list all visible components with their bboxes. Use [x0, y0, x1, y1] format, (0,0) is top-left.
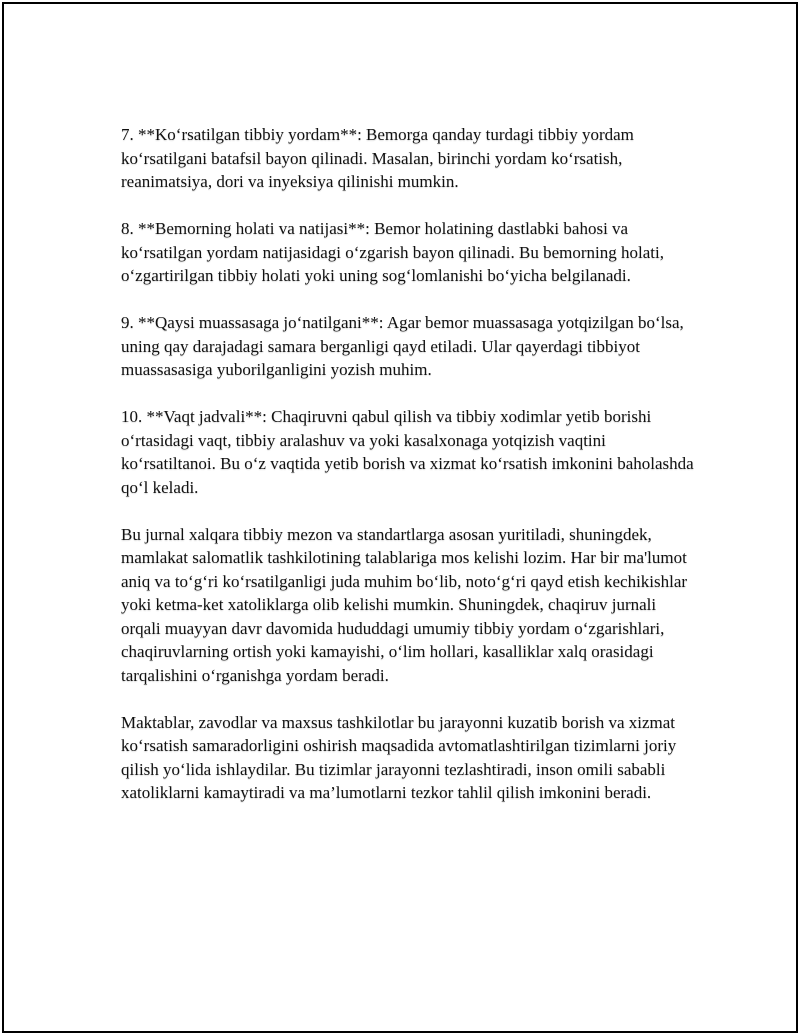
paragraph-referred-institution: 9. **Qaysi muassasaga jo‘natilgani**: Agar bemor muassasaga yotqizilgan bo‘lsa, uning qay darajadagi samara berganligi qayd etiladi. Ular qayerdagi tibbiyot muassasasiga yuborilganligini yozish muhim.: [121, 313, 684, 379]
paragraph-automation-systems: Maktablar, zavodlar va maxsus tashkilotlar bu jarayonni kuzatib borish va xizmat ko‘rsatish samaradorligini oshirish maqsadida avtomatlashtirilgan tizimlarni joriy qilish yo‘lida ishlaydilar. Bu tizimlar jarayonni tezlashtiradi, inson omili sababli xatoliklarni kamaytiradi va ma’lumotlarni tezkor tahlil qilish imkonini beradi.: [121, 712, 677, 802]
paragraph-patient-condition: 8. **Bemorning holati va natijasi**: Bemor holatining dastlabki bahosi va ko‘rsatilgan yordam natijasidagi o‘zgarish bayon qilinadi. Bu bemorning holati, o‘zgartirilgan tibbiy holati yoki uning sog‘lomlanishi bo‘yicha belgilanadi.: [121, 219, 664, 285]
paragraph-time-schedule: 10. **Vaqt jadvali**: Chaqiruvni qabul qilish va tibbiy xodimlar yetib borishi o‘rtasidagi vaqt, tibbiy aralashuv va yoki kasalxonaga yotqizish vaqtini ko‘rsatiltanoi. Bu o‘z vaqtida yetib borish va xizmat ko‘rsatish imkonini baholashda qo‘l keladi.: [121, 407, 694, 497]
paragraph-journal-standards: Bu jurnal xalqara tibbiy mezon va standartlarga asosan yuritiladi, shuningdek, mamlakat salomatlik tashkilotining talablariga mos kelishi lozim. Har bir ma'lumot aniq va to‘g‘ri ko‘rsatilganligi juda muhim bo‘lib, noto‘g‘ri qayd etish kechikishlar yoki ketma-ket xatoliklarga olib kelishi mumkin. Shuningdek, chaqiruv jurnali orqali muayyan davr davomida hududdagi umumiy tibbiy yordam o‘zgarishlari, chaqiruvlarning ortish yoki kamayishi, o‘lim hollari, kasalliklar xalq orasidagi tarqalishini o‘rganishga yordam beradi.: [121, 524, 688, 685]
document-body: [121, 123, 696, 828]
paragraph-shown-medical-aid: 7. **Ko‘rsatilgan tibbiy yordam**: Bemorga qanday turdagi tibbiy yordam ko‘rsatilgani batafsil bayon qilinadi. Masalan, birinchi yordam ko‘rsatish, reanimatsiya, dori va inyeksiya qilinishi mumkin.: [121, 125, 634, 191]
page-frame: [2, 2, 798, 1033]
